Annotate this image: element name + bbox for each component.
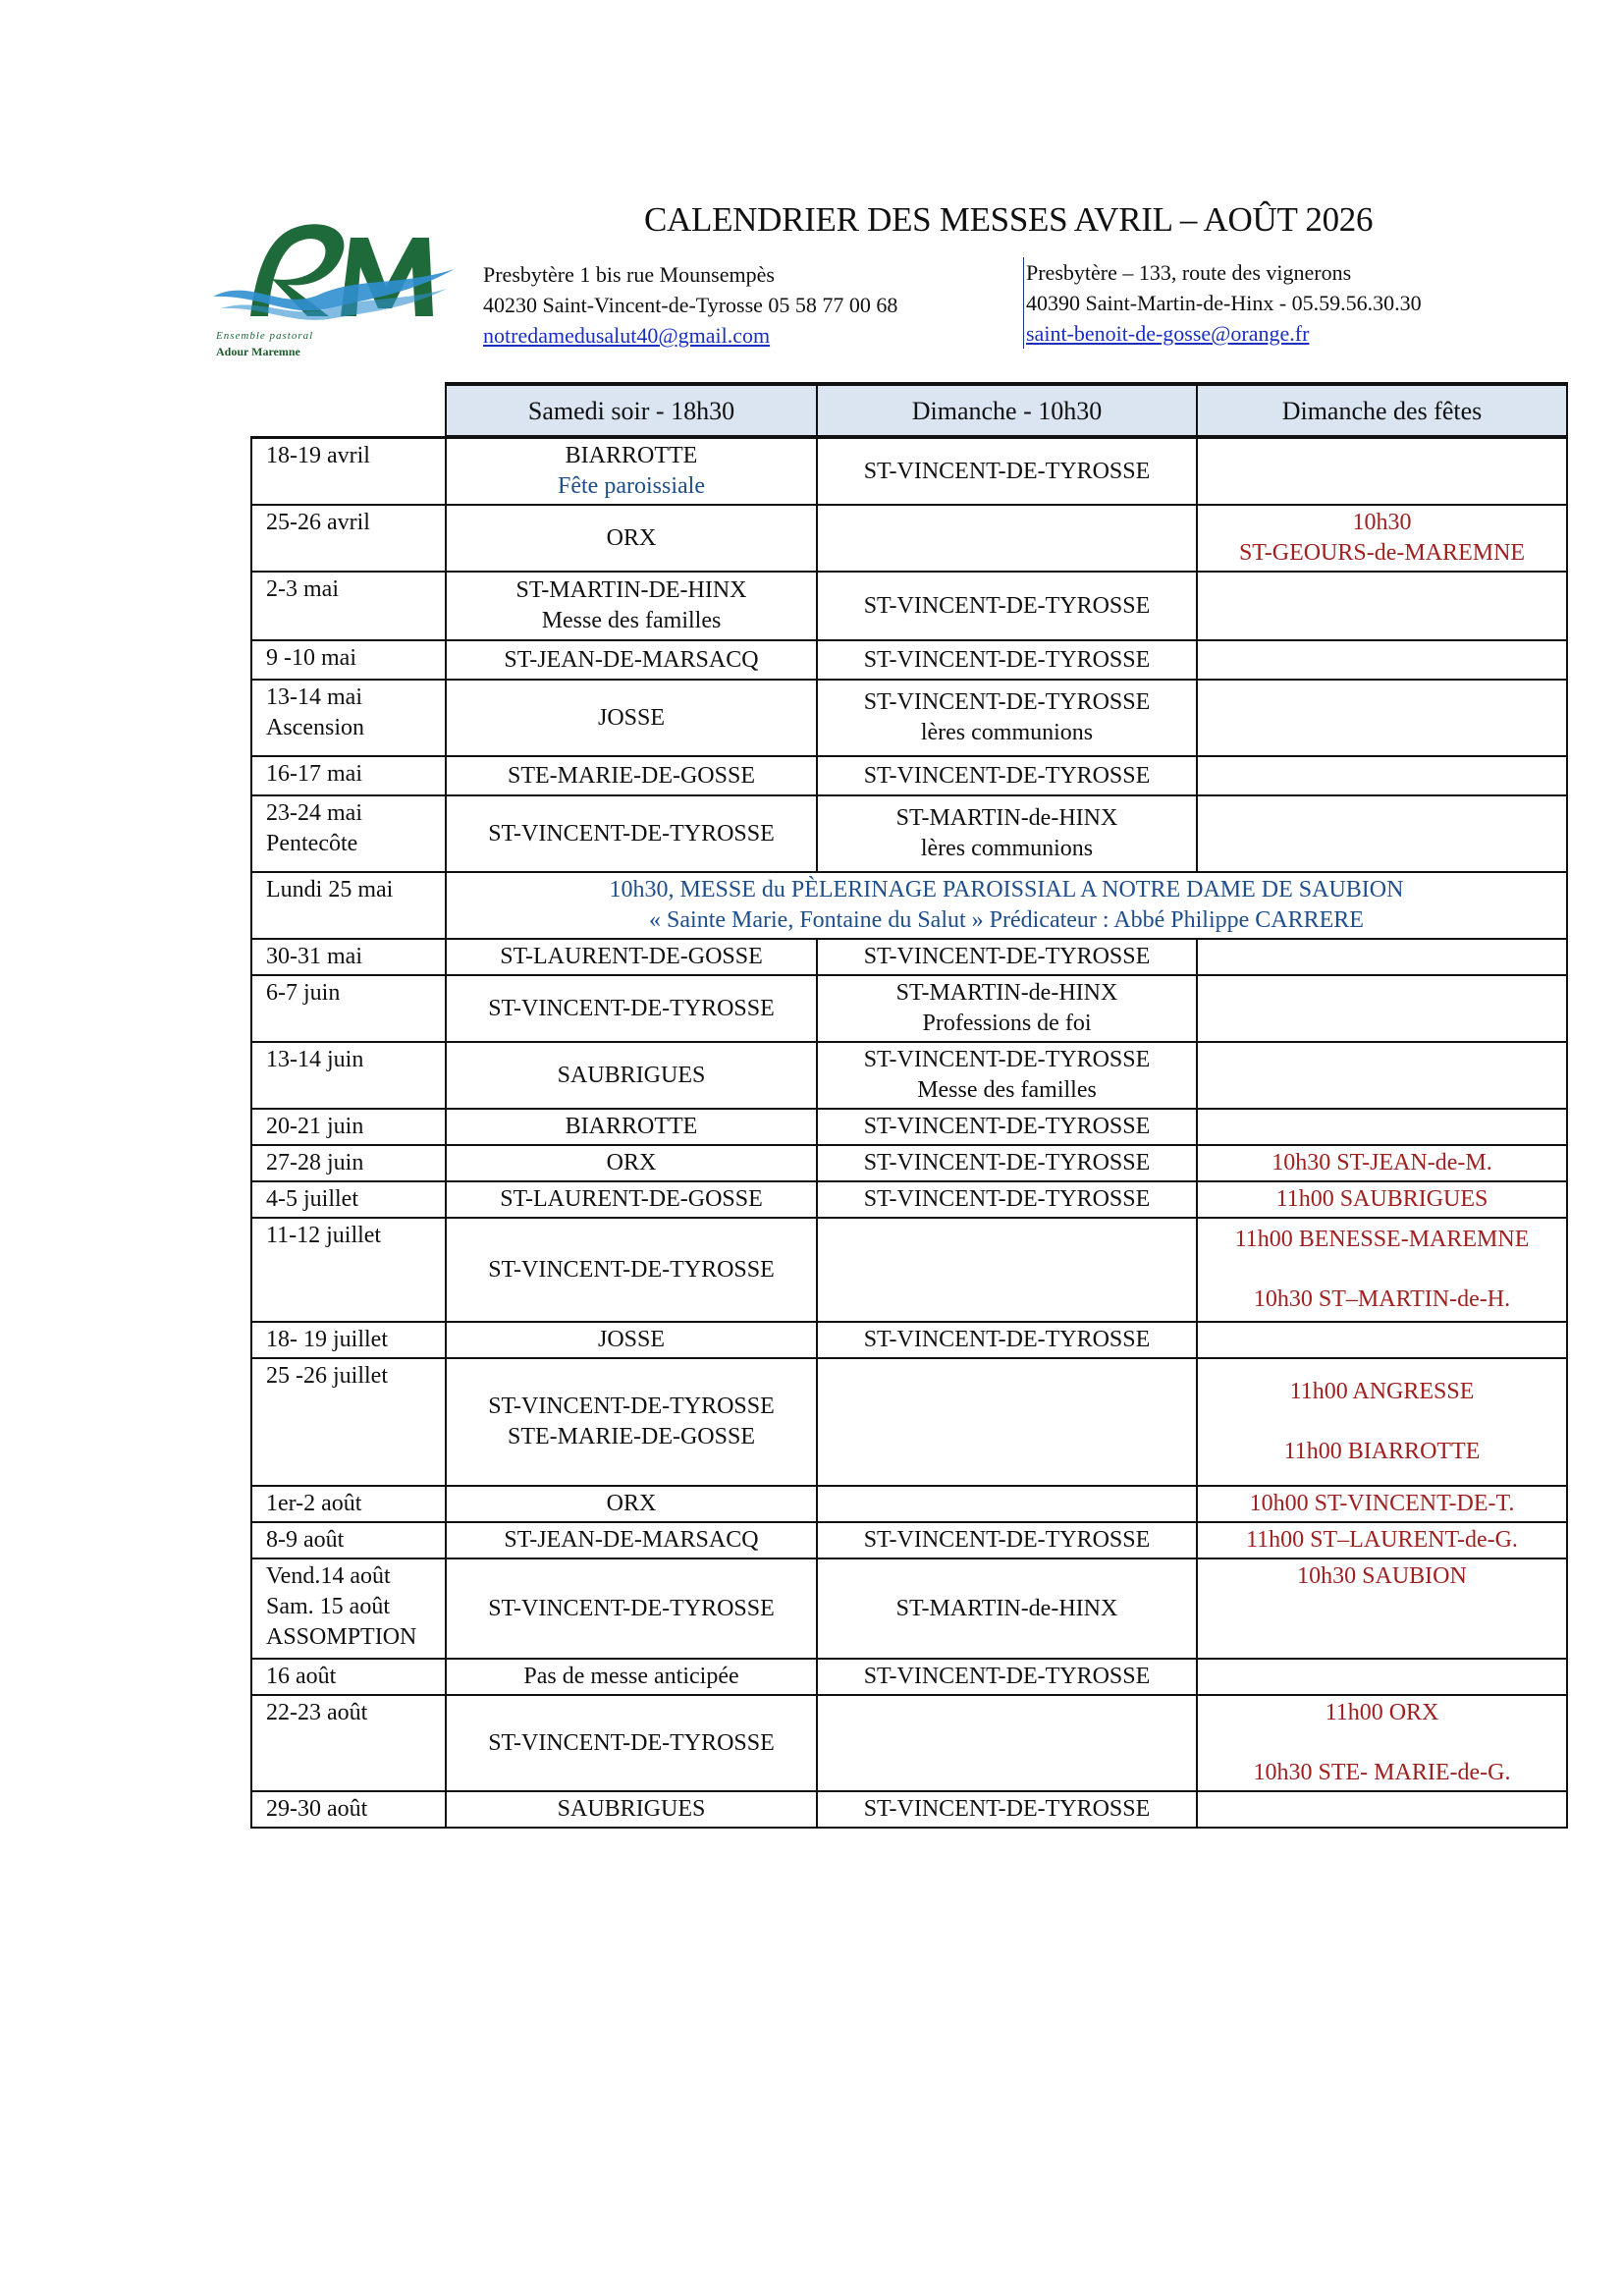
mass-schedule-table <box>250 382 1568 1829</box>
fetes-cell <box>1197 1558 1567 1659</box>
fete-spacer <box>1204 1255 1560 1285</box>
date-cell <box>251 1659 446 1695</box>
date-cell <box>251 1695 446 1791</box>
cell-line: Pas de messe anticipée <box>523 1664 739 1689</box>
contact-email-link[interactable]: notredamedusalut40@gmail.com <box>483 323 771 348</box>
cell-line: 13-14 juin <box>266 1047 364 1072</box>
dimanche-cell <box>817 1145 1197 1181</box>
cell-line: Professions de foi <box>922 1011 1092 1036</box>
cell-line: 25-26 avril <box>266 510 370 535</box>
header-fetes: Dimanche des fêtes <box>1197 384 1567 437</box>
cell-line: ASSOMPTION <box>266 1624 417 1650</box>
date-cell <box>251 1322 446 1358</box>
contact-address-line: Presbytère – 133, route des vignerons <box>1026 260 1352 285</box>
logo-caption-line1: Ensemble pastoral <box>216 330 314 342</box>
samedi-cell <box>446 640 817 680</box>
fetes-cell <box>1197 680 1567 756</box>
cell-line: ST-VINCENT-DE-TYROSSE <box>863 944 1151 969</box>
fetes-cell <box>1197 1181 1567 1218</box>
fetes-cell <box>1197 1522 1567 1558</box>
table-row <box>251 572 1567 640</box>
samedi-cell <box>446 1109 817 1145</box>
cell-line: 11h00 BIARROTTE <box>1283 1439 1481 1464</box>
fetes-cell <box>1197 1218 1567 1322</box>
samedi-cell <box>446 1486 817 1522</box>
date-cell <box>251 756 446 795</box>
cell-line: ST-JEAN-DE-MARSACQ <box>504 1527 759 1553</box>
dimanche-cell <box>817 640 1197 680</box>
cell-line: ST-LAURENT-DE-GOSSE <box>500 1186 763 1212</box>
fetes-cell <box>1197 1358 1567 1486</box>
cell-line: 30-31 mai <box>266 944 362 969</box>
cell-line: ORX <box>606 1150 657 1175</box>
cell-line: 10h00 ST-VINCENT-DE-T. <box>1249 1491 1515 1516</box>
fetes-cell <box>1197 1109 1567 1145</box>
cell-line: ST-GEOURS-de-MAREMNE <box>1238 540 1526 566</box>
date-cell <box>251 505 446 572</box>
table-row <box>251 1322 1567 1358</box>
samedi-cell <box>446 505 817 572</box>
cell-line: ST-VINCENT-DE-TYROSSE <box>488 1595 775 1621</box>
cell-line: 10h30 ST–MARTIN-de-H. <box>1253 1286 1511 1312</box>
fetes-cell <box>1197 1791 1567 1828</box>
cell-line: 11h00 ST–LAURENT-de-G. <box>1246 1527 1518 1553</box>
date-cell <box>251 939 446 975</box>
table-row <box>251 939 1567 975</box>
cell-line: ST-JEAN-DE-MARSACQ <box>504 646 759 673</box>
table-row <box>251 1695 1567 1791</box>
cell-line: 16 août <box>266 1664 337 1689</box>
fetes-cell <box>1197 437 1567 505</box>
cell-line: ST-VINCENT-DE-TYROSSE <box>863 1327 1151 1352</box>
cell-line: ST-VINCENT-DE-TYROSSE <box>863 762 1151 789</box>
cell-line: JOSSE <box>597 1327 666 1352</box>
samedi-cell <box>446 1695 817 1791</box>
cell-line: SAUBRIGUES <box>557 1796 706 1822</box>
date-cell <box>251 795 446 872</box>
dimanche-cell <box>817 505 1197 572</box>
date-cell: Lundi 25 mai <box>251 872 446 939</box>
cell-line: 18- 19 juillet <box>266 1327 388 1352</box>
logo-caption-line2: Adour Maremne <box>216 345 300 358</box>
cell-line: ST-VINCENT-DE-TYROSSE <box>488 995 775 1021</box>
cell-line: 23-24 mai <box>266 800 362 826</box>
contact-email-link[interactable]: saint-benoit-de-gosse@orange.fr <box>1026 321 1310 346</box>
samedi-cell <box>446 680 817 756</box>
table-body <box>251 437 1567 1828</box>
dimanche-cell <box>817 680 1197 756</box>
header-samedi: Samedi soir - 18h30 <box>446 384 817 437</box>
cell-line: Messe des familles <box>541 608 722 633</box>
cell-line: ST-VINCENT-DE-TYROSSE <box>863 1114 1151 1139</box>
cell-line: ST-VINCENT-DE-TYROSSE <box>863 1527 1151 1553</box>
table-row <box>251 795 1567 872</box>
date-cell <box>251 1218 446 1322</box>
table-row <box>251 1522 1567 1558</box>
cell-line: 29-30 août <box>266 1796 368 1822</box>
cell-line: ST-VINCENT-DE-TYROSSE <box>863 1186 1151 1212</box>
contact-city-phone: 40390 Saint-Martin-de-Hinx - 05.59.56.30.30 <box>1026 291 1422 315</box>
cell-line: Pentecôte <box>266 831 358 856</box>
fetes-cell <box>1197 756 1567 795</box>
table-row <box>251 1791 1567 1828</box>
samedi-cell <box>446 1181 817 1218</box>
date-cell <box>251 640 446 680</box>
cell-line: 2-3 mai <box>266 576 339 602</box>
date-cell <box>251 975 446 1042</box>
cell-line: 11h00 ORX <box>1325 1700 1439 1725</box>
samedi-cell <box>446 1522 817 1558</box>
logo-monogram-icon <box>211 218 457 331</box>
fetes-cell <box>1197 1659 1567 1695</box>
dimanche-cell <box>817 1486 1197 1522</box>
cell-line: ST-MARTIN-de-HINX <box>895 1595 1118 1621</box>
cell-line: 10h30 SAUBION <box>1297 1563 1467 1589</box>
cell-line: STE-MARIE-DE-GOSSE <box>508 1424 755 1449</box>
samedi-cell <box>446 1791 817 1828</box>
dimanche-cell <box>817 756 1197 795</box>
dimanche-cell <box>817 1042 1197 1109</box>
cell-line: 10h30 <box>1352 510 1412 535</box>
table-row <box>251 1659 1567 1695</box>
samedi-cell <box>446 1322 817 1358</box>
dimanche-cell <box>817 572 1197 640</box>
fete-spacer <box>1204 1728 1560 1758</box>
fetes-cell <box>1197 795 1567 872</box>
samedi-cell <box>446 1358 817 1486</box>
date-cell <box>251 1042 446 1109</box>
pilgrimage-cell <box>446 872 1567 939</box>
cell-line: ST-MARTIN-de-HINX <box>895 980 1118 1006</box>
table-row <box>251 1358 1567 1486</box>
table-row <box>251 1218 1567 1322</box>
cell-line: 18-19 avril <box>266 442 370 468</box>
cell-line: ORX <box>606 524 657 551</box>
cell-line: 13-14 mai <box>266 684 362 710</box>
date-cell <box>251 1181 446 1218</box>
cell-line: 16-17 mai <box>266 761 362 787</box>
cell-line: Messe des familles <box>917 1077 1097 1103</box>
dimanche-cell <box>817 1791 1197 1828</box>
samedi-cell <box>446 975 817 1042</box>
samedi-cell <box>446 1145 817 1181</box>
dimanche-cell <box>817 1695 1197 1791</box>
cell-line: ST-VINCENT-DE-TYROSSE <box>863 458 1151 484</box>
dimanche-cell <box>817 939 1197 975</box>
date-cell <box>251 1486 446 1522</box>
dimanche-cell <box>817 795 1197 872</box>
cell-line: ST-VINCENT-DE-TYROSSE <box>863 1796 1151 1822</box>
contact-address-line: Presbytère 1 bis rue Mounsempès <box>483 262 775 287</box>
fetes-cell <box>1197 505 1567 572</box>
table-row <box>251 872 1567 939</box>
dimanche-cell <box>817 1322 1197 1358</box>
cell-line: lères communions <box>920 720 1094 745</box>
cell-line: ST-MARTIN-de-HINX <box>895 805 1118 831</box>
cell-line: JOSSE <box>597 704 666 731</box>
table-row <box>251 1558 1567 1659</box>
table-row <box>251 756 1567 795</box>
samedi-cell <box>446 1042 817 1109</box>
cell-note: Fête paroissiale <box>558 473 705 499</box>
date-cell <box>251 1558 446 1659</box>
date-cell <box>251 1791 446 1828</box>
contact-martin <box>1023 257 1422 349</box>
cell-line: ST-VINCENT-DE-TYROSSE <box>863 1664 1151 1689</box>
fetes-cell <box>1197 572 1567 640</box>
cell-line: 22-23 août <box>266 1700 368 1725</box>
samedi-cell <box>446 437 817 505</box>
samedi-cell <box>446 939 817 975</box>
cell-line: 9 -10 mai <box>266 645 356 671</box>
cell-line: ST-VINCENT-DE-TYROSSE <box>488 820 775 847</box>
pilgrimage-line: 10h30, MESSE du PÈLERINAGE PAROISSIAL A NOTRE DAME DE SAUBION <box>609 877 1404 902</box>
date-cell <box>251 1109 446 1145</box>
cell-line: ST-VINCENT-DE-TYROSSE <box>863 1150 1151 1175</box>
cell-line: ST-MARTIN-DE-HINX <box>515 577 747 603</box>
cell-line: 4-5 juillet <box>266 1186 358 1212</box>
samedi-cell <box>446 1218 817 1322</box>
dimanche-cell <box>817 1358 1197 1486</box>
date-cell <box>251 572 446 640</box>
cell-line: ST-VINCENT-DE-TYROSSE <box>863 1047 1151 1072</box>
cell-line: ST-VINCENT-DE-TYROSSE <box>488 1394 775 1419</box>
cell-line: ORX <box>606 1491 657 1516</box>
table-row <box>251 505 1567 572</box>
fetes-cell <box>1197 1695 1567 1791</box>
cell-line: Sam. 15 août <box>266 1594 390 1619</box>
cell-line: 10h30 STE- MARIE-de-G. <box>1253 1760 1511 1785</box>
pilgrimage-line: « Sainte Marie, Fontaine du Salut » Prédicateur : Abbé Philippe CARRERE <box>649 907 1364 933</box>
fetes-cell <box>1197 1486 1567 1522</box>
cell-line: 1er-2 août <box>266 1491 362 1516</box>
dimanche-cell <box>817 1218 1197 1322</box>
cell-line: 10h30 ST-JEAN-de-M. <box>1271 1150 1492 1175</box>
date-cell <box>251 1145 446 1181</box>
fete-spacer <box>1204 1407 1560 1437</box>
cell-line: BIARROTTE <box>565 1114 698 1139</box>
cell-line: 8-9 août <box>266 1527 345 1553</box>
cell-line: SAUBRIGUES <box>557 1062 706 1088</box>
cell-line: Ascension <box>266 715 364 740</box>
cell-line: 6-7 juin <box>266 980 341 1006</box>
cell-line: 11-12 juillet <box>266 1223 382 1248</box>
table-row <box>251 1145 1567 1181</box>
table-row <box>251 975 1567 1042</box>
samedi-cell <box>446 1558 817 1659</box>
date-cell <box>251 1522 446 1558</box>
cell-line: BIARROTTE <box>565 443 698 468</box>
dimanche-cell <box>817 1109 1197 1145</box>
cell-line: 11h00 BENESSE-MAREMNE <box>1234 1227 1530 1252</box>
cell-line: 20-21 juin <box>266 1114 364 1139</box>
table-row <box>251 640 1567 680</box>
samedi-cell <box>446 756 817 795</box>
table-row <box>251 680 1567 756</box>
fetes-cell <box>1197 1042 1567 1109</box>
date-cell <box>251 1358 446 1486</box>
samedi-cell <box>446 572 817 640</box>
table-row <box>251 1181 1567 1218</box>
table-row <box>251 1109 1567 1145</box>
cell-line: ST-VINCENT-DE-TYROSSE <box>488 1729 775 1756</box>
contact-vincent <box>483 259 897 351</box>
table-row <box>251 437 1567 505</box>
dimanche-cell <box>817 437 1197 505</box>
fetes-cell <box>1197 1145 1567 1181</box>
cell-line: ST-VINCENT-DE-TYROSSE <box>863 592 1151 619</box>
fetes-cell <box>1197 1322 1567 1358</box>
cell-line: lères communions <box>920 836 1094 861</box>
samedi-cell <box>446 795 817 872</box>
table-row <box>251 1486 1567 1522</box>
cell-line: STE-MARIE-DE-GOSSE <box>508 762 755 789</box>
table-header-row <box>251 384 1567 437</box>
dimanche-cell <box>817 1558 1197 1659</box>
cell-line: 27-28 juin <box>266 1150 364 1175</box>
page-title: CALENDRIER DES MESSES AVRIL – AOÛT 2026 <box>644 200 1374 239</box>
cell-line: 11h00 ANGRESSE <box>1289 1379 1475 1404</box>
cell-line: ST-VINCENT-DE-TYROSSE <box>488 1256 775 1283</box>
contact-city-phone: 40230 Saint-Vincent-de-Tyrosse 05 58 77 00 68 <box>483 293 898 317</box>
date-cell <box>251 680 446 756</box>
fetes-cell <box>1197 939 1567 975</box>
cell-line: 11h00 SAUBRIGUES <box>1275 1186 1488 1212</box>
table-row <box>251 1042 1567 1109</box>
fetes-cell <box>1197 975 1567 1042</box>
cell-line: ST-VINCENT-DE-TYROSSE <box>863 646 1151 673</box>
samedi-cell <box>446 1659 817 1695</box>
dimanche-cell <box>817 975 1197 1042</box>
cell-line: ST-LAURENT-DE-GOSSE <box>500 944 763 969</box>
fetes-cell <box>1197 640 1567 680</box>
header-blank <box>251 384 446 437</box>
date-cell <box>251 437 446 505</box>
cell-line: Vend.14 août <box>266 1563 391 1589</box>
dimanche-cell <box>817 1181 1197 1218</box>
dimanche-cell <box>817 1522 1197 1558</box>
cell-line: ST-VINCENT-DE-TYROSSE <box>863 689 1151 715</box>
cell-line: 25 -26 juillet <box>266 1363 388 1389</box>
header-dimanche: Dimanche - 10h30 <box>817 384 1197 437</box>
dimanche-cell <box>817 1659 1197 1695</box>
